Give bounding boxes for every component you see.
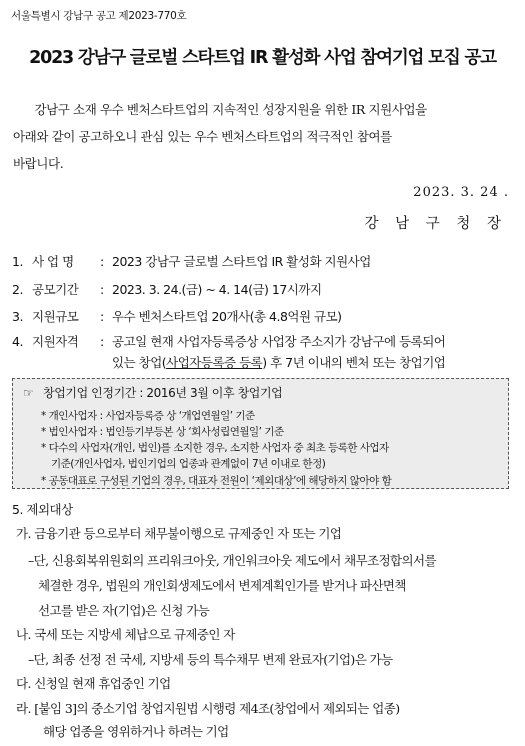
issuer-signature: 강 남 구 청 장 [364,216,507,232]
intro-line: 바랍니다. [13,156,64,171]
pointing-hand-icon: ☞ [23,386,34,400]
exclusion-note: 선고를 받은 자(기업)은 신청 가능 [38,603,210,618]
box-bullet: * 공동대표로 구성된 기업의 경우, 대표자 전원이 ‘제외대상’에 해당하지 않아야 함 [41,475,392,487]
box-bullet: * 법인사업자 : 법인등기부등본 상 ‘회사성립연월일’ 기준 [41,426,284,438]
exclusion-item: 가. 금융기관 등으로부터 채무불이행으로 규제중인 자 또는 기업 [16,526,342,541]
exclusions-heading: 5. 제외대상 [12,502,73,517]
intro-line: 아래와 같이 공고하오니 관심 있는 우수 벤처스타트업의 적극적인 참여를 [13,129,392,144]
exclusion-note: 체결한 경우, 법원의 개인회생제도에서 변제계획인가를 받거나 파산면책 [38,578,406,593]
exclusion-item: 나. 국세 또는 지방세 체납으로 규제중인 자 [16,627,235,642]
exclusion-note: –단, 최종 선정 전 국세, 지방세 등의 특수채무 변제 완료자(기업)은 가능 [28,652,393,667]
exclusion-item: 라. [붙임 3]의 중소기업 창업지원법 시행령 제4조(창업에서 제외되는 업종) [16,701,400,716]
box-bullet: * 개인사업자 : 사업자등록증 상 ‘개업연월일’ 기준 [41,410,255,422]
intro-line: 강남구 소재 우수 벤처스타트업의 지속적인 성장지원을 위한 IR 지원사업을 [34,102,427,117]
intro-paragraph [13,96,513,177]
exclusion-note: –단, 신용회복위원회의 프리워크아웃, 개인워크아웃 제도에서 채무조정합의서를 [28,553,436,568]
notice-date: 2023. 3. 24 . [413,185,509,200]
box-heading: ☞ 창업기업 인정기간 : 2016년 3월 이후 창업기업 [23,386,283,400]
exclusion-note: 해당 업종을 영위하거나 하려는 기업 [43,724,229,739]
box-bullet-continued: 기준(개인사업자, 법인기업의 업종과 관계없이 7년 이내로 한정) [51,458,326,470]
item-eligibility: 4. 지원자격 : 공고일 현재 사업자등록증상 사업장 주소지가 강남구에 등록되어 [12,334,446,349]
item-project-name: 1. 사 업 명 : 2023 강남구 글로벌 스타트업 IR 활성화 지원사업 [12,254,371,269]
page-title: 2023 강남구 글로벌 스타트업 IR 활성화 사업 참여기업 모집 공고 [29,48,496,68]
document-number: 서울특별시 강남구 공고 제2023-770호 [11,10,187,22]
item-support-scale: 3. 지원규모 : 우수 벤처스타트업 20개사(총 4.8억원 규모) [12,309,342,324]
exclusion-item: 다. 신청일 현재 휴업중인 기업 [16,676,171,691]
startup-criteria-box [12,378,509,489]
item-application-period: 2. 공모기간 : 2023. 3. 24.(금) ~ 4. 14(금) 17시까지 [12,282,322,297]
item-eligibility-continued: 있는 창업(사업자등록증 등록) 후 7년 이내의 벤처 또는 창업기업 [112,355,446,370]
box-bullet: * 다수의 사업자(개인, 법인)를 소지한 경우, 소지한 사업자 중 최초 등록한 사업자 [41,442,389,454]
